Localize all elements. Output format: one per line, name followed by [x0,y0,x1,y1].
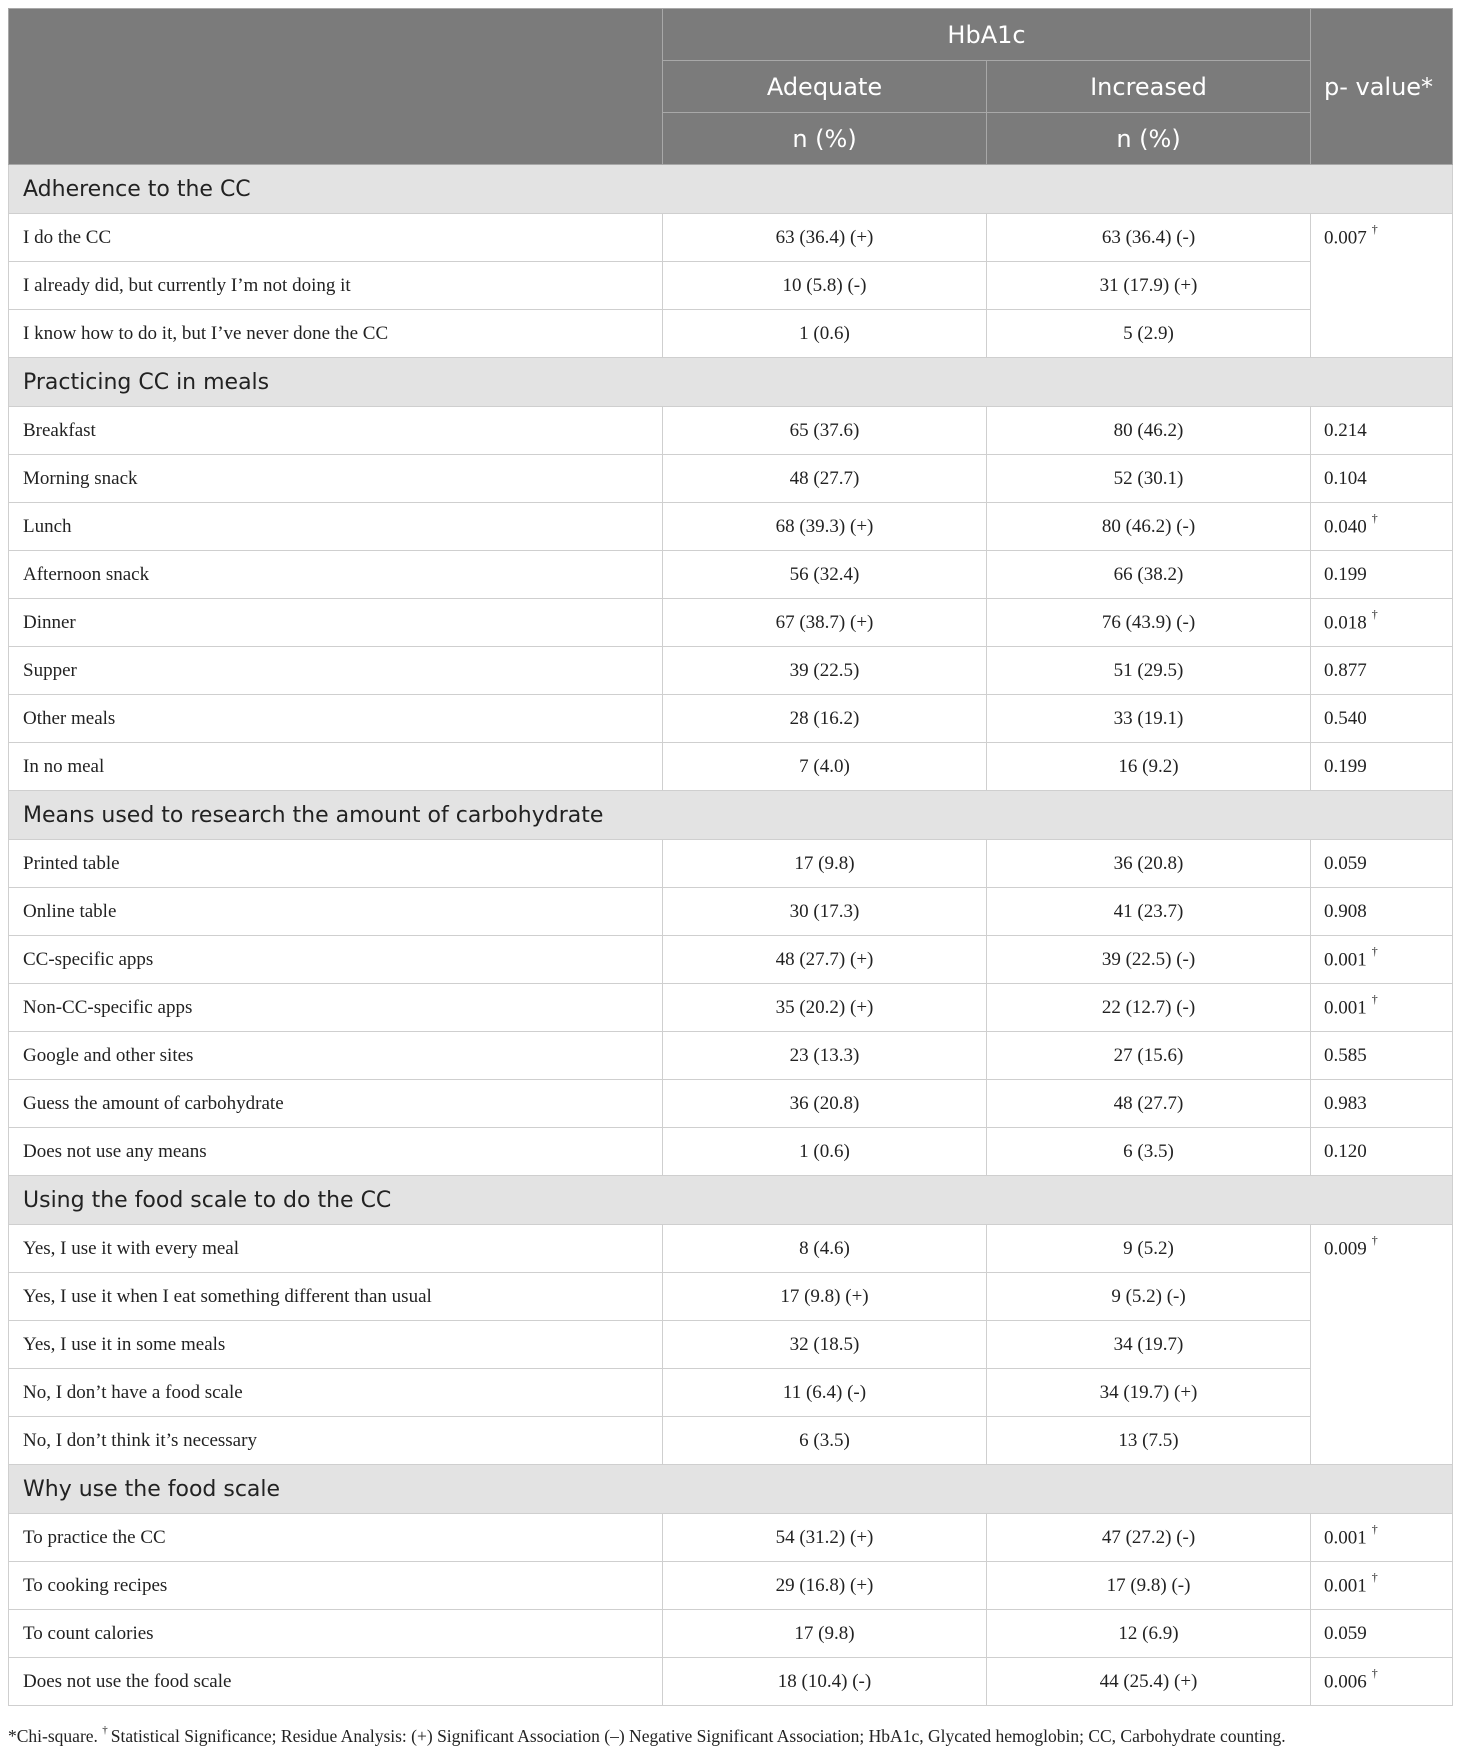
row-label: Does not use the food scale [9,1658,663,1706]
adequate-value: 48 (27.7) (+) [663,936,987,984]
p-value-cell [1311,1610,1453,1658]
p-value-cell [1311,551,1453,599]
increased-value: 5 (2.9) [987,310,1311,358]
p-value-cell [1311,503,1453,551]
increased-value: 16 (9.2) [987,743,1311,791]
table-row [9,1273,1453,1321]
significance-marker: † [1371,511,1378,526]
significance-marker: † [1371,944,1378,959]
header-increased: Increased [987,61,1311,113]
table-row [9,551,1453,599]
adequate-value: 29 (16.8) (+) [663,1562,987,1610]
row-label: Guess the amount of carbohydrate [9,1080,663,1128]
adequate-value: 6 (3.5) [663,1417,987,1465]
adequate-value: 39 (22.5) [663,647,987,695]
p-value: 0.001 [1324,1575,1367,1597]
table-row [9,1032,1453,1080]
p-value: 0.540 [1324,707,1367,729]
p-value-cell [1311,1128,1453,1176]
adequate-value: 32 (18.5) [663,1321,987,1369]
table-row [9,503,1453,551]
adequate-value: 28 (16.2) [663,695,987,743]
p-value-cell [1311,455,1453,503]
increased-value: 13 (7.5) [987,1417,1311,1465]
adequate-value: 48 (27.7) [663,455,987,503]
increased-value: 52 (30.1) [987,455,1311,503]
p-value: 0.059 [1324,1622,1367,1644]
p-value-cell [1311,888,1453,936]
row-label: Yes, I use it with every meal [9,1225,663,1273]
adequate-value: 65 (37.6) [663,407,987,455]
increased-value: 34 (19.7) [987,1321,1311,1369]
increased-value: 80 (46.2) (-) [987,503,1311,551]
row-label: In no meal [9,743,663,791]
p-value-cell [1311,599,1453,647]
increased-value: 17 (9.8) (-) [987,1562,1311,1610]
table-row [9,1369,1453,1417]
adequate-value: 1 (0.6) [663,1128,987,1176]
increased-value: 31 (17.9) (+) [987,262,1311,310]
table-row [9,1562,1453,1610]
table-row [9,888,1453,936]
row-label: Printed table [9,840,663,888]
section-header-row [9,358,1453,407]
increased-value: 44 (25.4) (+) [987,1658,1311,1706]
p-value-cell [1311,840,1453,888]
increased-value: 33 (19.1) [987,695,1311,743]
increased-value: 41 (23.7) [987,888,1311,936]
row-label: I already did, but currently I’m not doing it [9,262,663,310]
adequate-value: 67 (38.7) (+) [663,599,987,647]
section-title: Using the food scale to do the CC [9,1176,1453,1225]
row-label: Does not use any means [9,1128,663,1176]
table-row [9,599,1453,647]
table-row [9,695,1453,743]
p-value: 0.199 [1324,755,1367,777]
row-label: Other meals [9,695,663,743]
row-label: Breakfast [9,407,663,455]
p-value-cell [1311,1273,1453,1321]
p-value-cell [1311,1562,1453,1610]
footnote-dagger: † [102,1724,108,1737]
table-row [9,984,1453,1032]
table-container [8,8,1452,1706]
increased-value: 27 (15.6) [987,1032,1311,1080]
increased-value: 76 (43.9) (-) [987,599,1311,647]
p-value-cell [1311,1658,1453,1706]
table-row [9,743,1453,791]
p-value: 0.585 [1324,1044,1367,1066]
adequate-value: 63 (36.4) (+) [663,214,987,262]
adequate-value: 36 (20.8) [663,1080,987,1128]
footnote-star: *Chi-square. [8,1726,98,1746]
p-value: 0.104 [1324,467,1367,489]
increased-value: 66 (38.2) [987,551,1311,599]
table-row [9,407,1453,455]
row-label: Supper [9,647,663,695]
table-row [9,936,1453,984]
p-value-cell [1311,1417,1453,1465]
p-value: 0.120 [1324,1140,1367,1162]
table-row [9,1128,1453,1176]
p-value: 0.877 [1324,659,1367,681]
adequate-value: 17 (9.8) [663,1610,987,1658]
section-header-row [9,165,1453,214]
increased-value: 48 (27.7) [987,1080,1311,1128]
header-blank-cell [9,9,663,165]
adequate-value: 30 (17.3) [663,888,987,936]
increased-value: 6 (3.5) [987,1128,1311,1176]
section-header-row [9,1465,1453,1514]
table-row [9,455,1453,503]
row-label: CC-specific apps [9,936,663,984]
table-row [9,1610,1453,1658]
p-value: 0.908 [1324,900,1367,922]
p-value-cell [1311,1032,1453,1080]
p-value-cell [1311,936,1453,984]
section-title: Practicing CC in meals [9,358,1453,407]
table-row [9,1225,1453,1273]
adequate-value: 7 (4.0) [663,743,987,791]
header-pvalue: p- value* [1311,9,1453,165]
increased-value: 47 (27.2) (-) [987,1514,1311,1562]
section-title: Means used to research the amount of carbohydrate [9,791,1453,840]
p-value-cell [1311,1080,1453,1128]
p-value-cell [1311,262,1453,310]
table-row [9,840,1453,888]
table-row [9,214,1453,262]
adequate-value: 23 (13.3) [663,1032,987,1080]
adequate-value: 56 (32.4) [663,551,987,599]
p-value-cell [1311,310,1453,358]
adequate-value: 17 (9.8) (+) [663,1273,987,1321]
p-value: 0.040 [1324,516,1367,538]
adequate-value: 54 (31.2) (+) [663,1514,987,1562]
significance-marker: † [1371,1522,1378,1537]
p-value: 0.001 [1324,997,1367,1019]
p-value-cell [1311,407,1453,455]
row-label: Online table [9,888,663,936]
row-label: Google and other sites [9,1032,663,1080]
p-value: 0.059 [1324,852,1367,874]
increased-value: 80 (46.2) [987,407,1311,455]
section-title: Why use the food scale [9,1465,1453,1514]
row-label: I do the CC [9,214,663,262]
table-body [9,165,1453,1706]
table-header [9,9,1453,165]
row-label: Dinner [9,599,663,647]
table-row [9,1417,1453,1465]
significance-marker: † [1371,222,1378,237]
increased-value: 9 (5.2) (-) [987,1273,1311,1321]
significance-marker: † [1371,1666,1378,1681]
section-header-row [9,791,1453,840]
table-row [9,310,1453,358]
results-table [8,8,1453,1706]
row-label: Yes, I use it in some meals [9,1321,663,1369]
p-value: 0.007 [1324,227,1367,249]
p-value-cell [1311,1369,1453,1417]
p-value: 0.214 [1324,419,1367,441]
table-row [9,1658,1453,1706]
increased-value: 9 (5.2) [987,1225,1311,1273]
row-label: To count calories [9,1610,663,1658]
adequate-value: 18 (10.4) (-) [663,1658,987,1706]
p-value-cell [1311,647,1453,695]
p-value: 0.009 [1324,1238,1367,1260]
significance-marker: † [1371,992,1378,1007]
footnote-text: Statistical Significance; Residue Analysis: (+) Significant Association (–) Negative Significant Association; HbA1c, Glycated hemoglobin; CC, Carbohydrate counting. [110,1726,1286,1746]
adequate-value: 68 (39.3) (+) [663,503,987,551]
p-value: 0.006 [1324,1671,1367,1693]
significance-marker: † [1371,1233,1378,1248]
row-label: Lunch [9,503,663,551]
table-row [9,1080,1453,1128]
increased-value: 51 (29.5) [987,647,1311,695]
p-value: 0.199 [1324,563,1367,585]
table-footnote [8,1726,1452,1747]
increased-value: 36 (20.8) [987,840,1311,888]
p-value-cell [1311,1321,1453,1369]
row-label: To practice the CC [9,1514,663,1562]
header-adequate-unit: n (%) [663,113,987,165]
row-label: I know how to do it, but I’ve never done the CC [9,310,663,358]
increased-value: 63 (36.4) (-) [987,214,1311,262]
p-value: 0.001 [1324,1527,1367,1549]
adequate-value: 8 (4.6) [663,1225,987,1273]
increased-value: 34 (19.7) (+) [987,1369,1311,1417]
row-label: No, I don’t think it’s necessary [9,1417,663,1465]
increased-value: 22 (12.7) (-) [987,984,1311,1032]
p-value: 0.018 [1324,612,1367,634]
adequate-value: 1 (0.6) [663,310,987,358]
section-title: Adherence to the CC [9,165,1453,214]
adequate-value: 11 (6.4) (-) [663,1369,987,1417]
header-hba1c: HbA1c [663,9,1311,61]
row-label: Morning snack [9,455,663,503]
row-label: Afternoon snack [9,551,663,599]
table-row [9,647,1453,695]
increased-value: 39 (22.5) (-) [987,936,1311,984]
p-value-cell [1311,214,1453,262]
p-value: 0.001 [1324,949,1367,971]
header-adequate: Adequate [663,61,987,113]
row-label: To cooking recipes [9,1562,663,1610]
p-value-cell [1311,984,1453,1032]
significance-marker: † [1371,607,1378,622]
table-row [9,1321,1453,1369]
p-value-cell [1311,1225,1453,1273]
row-label: Non-CC-specific apps [9,984,663,1032]
section-header-row [9,1176,1453,1225]
adequate-value: 17 (9.8) [663,840,987,888]
table-row [9,262,1453,310]
significance-marker: † [1371,1570,1378,1585]
table-row [9,1514,1453,1562]
row-label: No, I don’t have a food scale [9,1369,663,1417]
adequate-value: 35 (20.2) (+) [663,984,987,1032]
p-value-cell [1311,695,1453,743]
row-label: Yes, I use it when I eat something different than usual [9,1273,663,1321]
p-value-cell [1311,743,1453,791]
header-increased-unit: n (%) [987,113,1311,165]
p-value: 0.983 [1324,1092,1367,1114]
adequate-value: 10 (5.8) (-) [663,262,987,310]
p-value-cell [1311,1514,1453,1562]
increased-value: 12 (6.9) [987,1610,1311,1658]
